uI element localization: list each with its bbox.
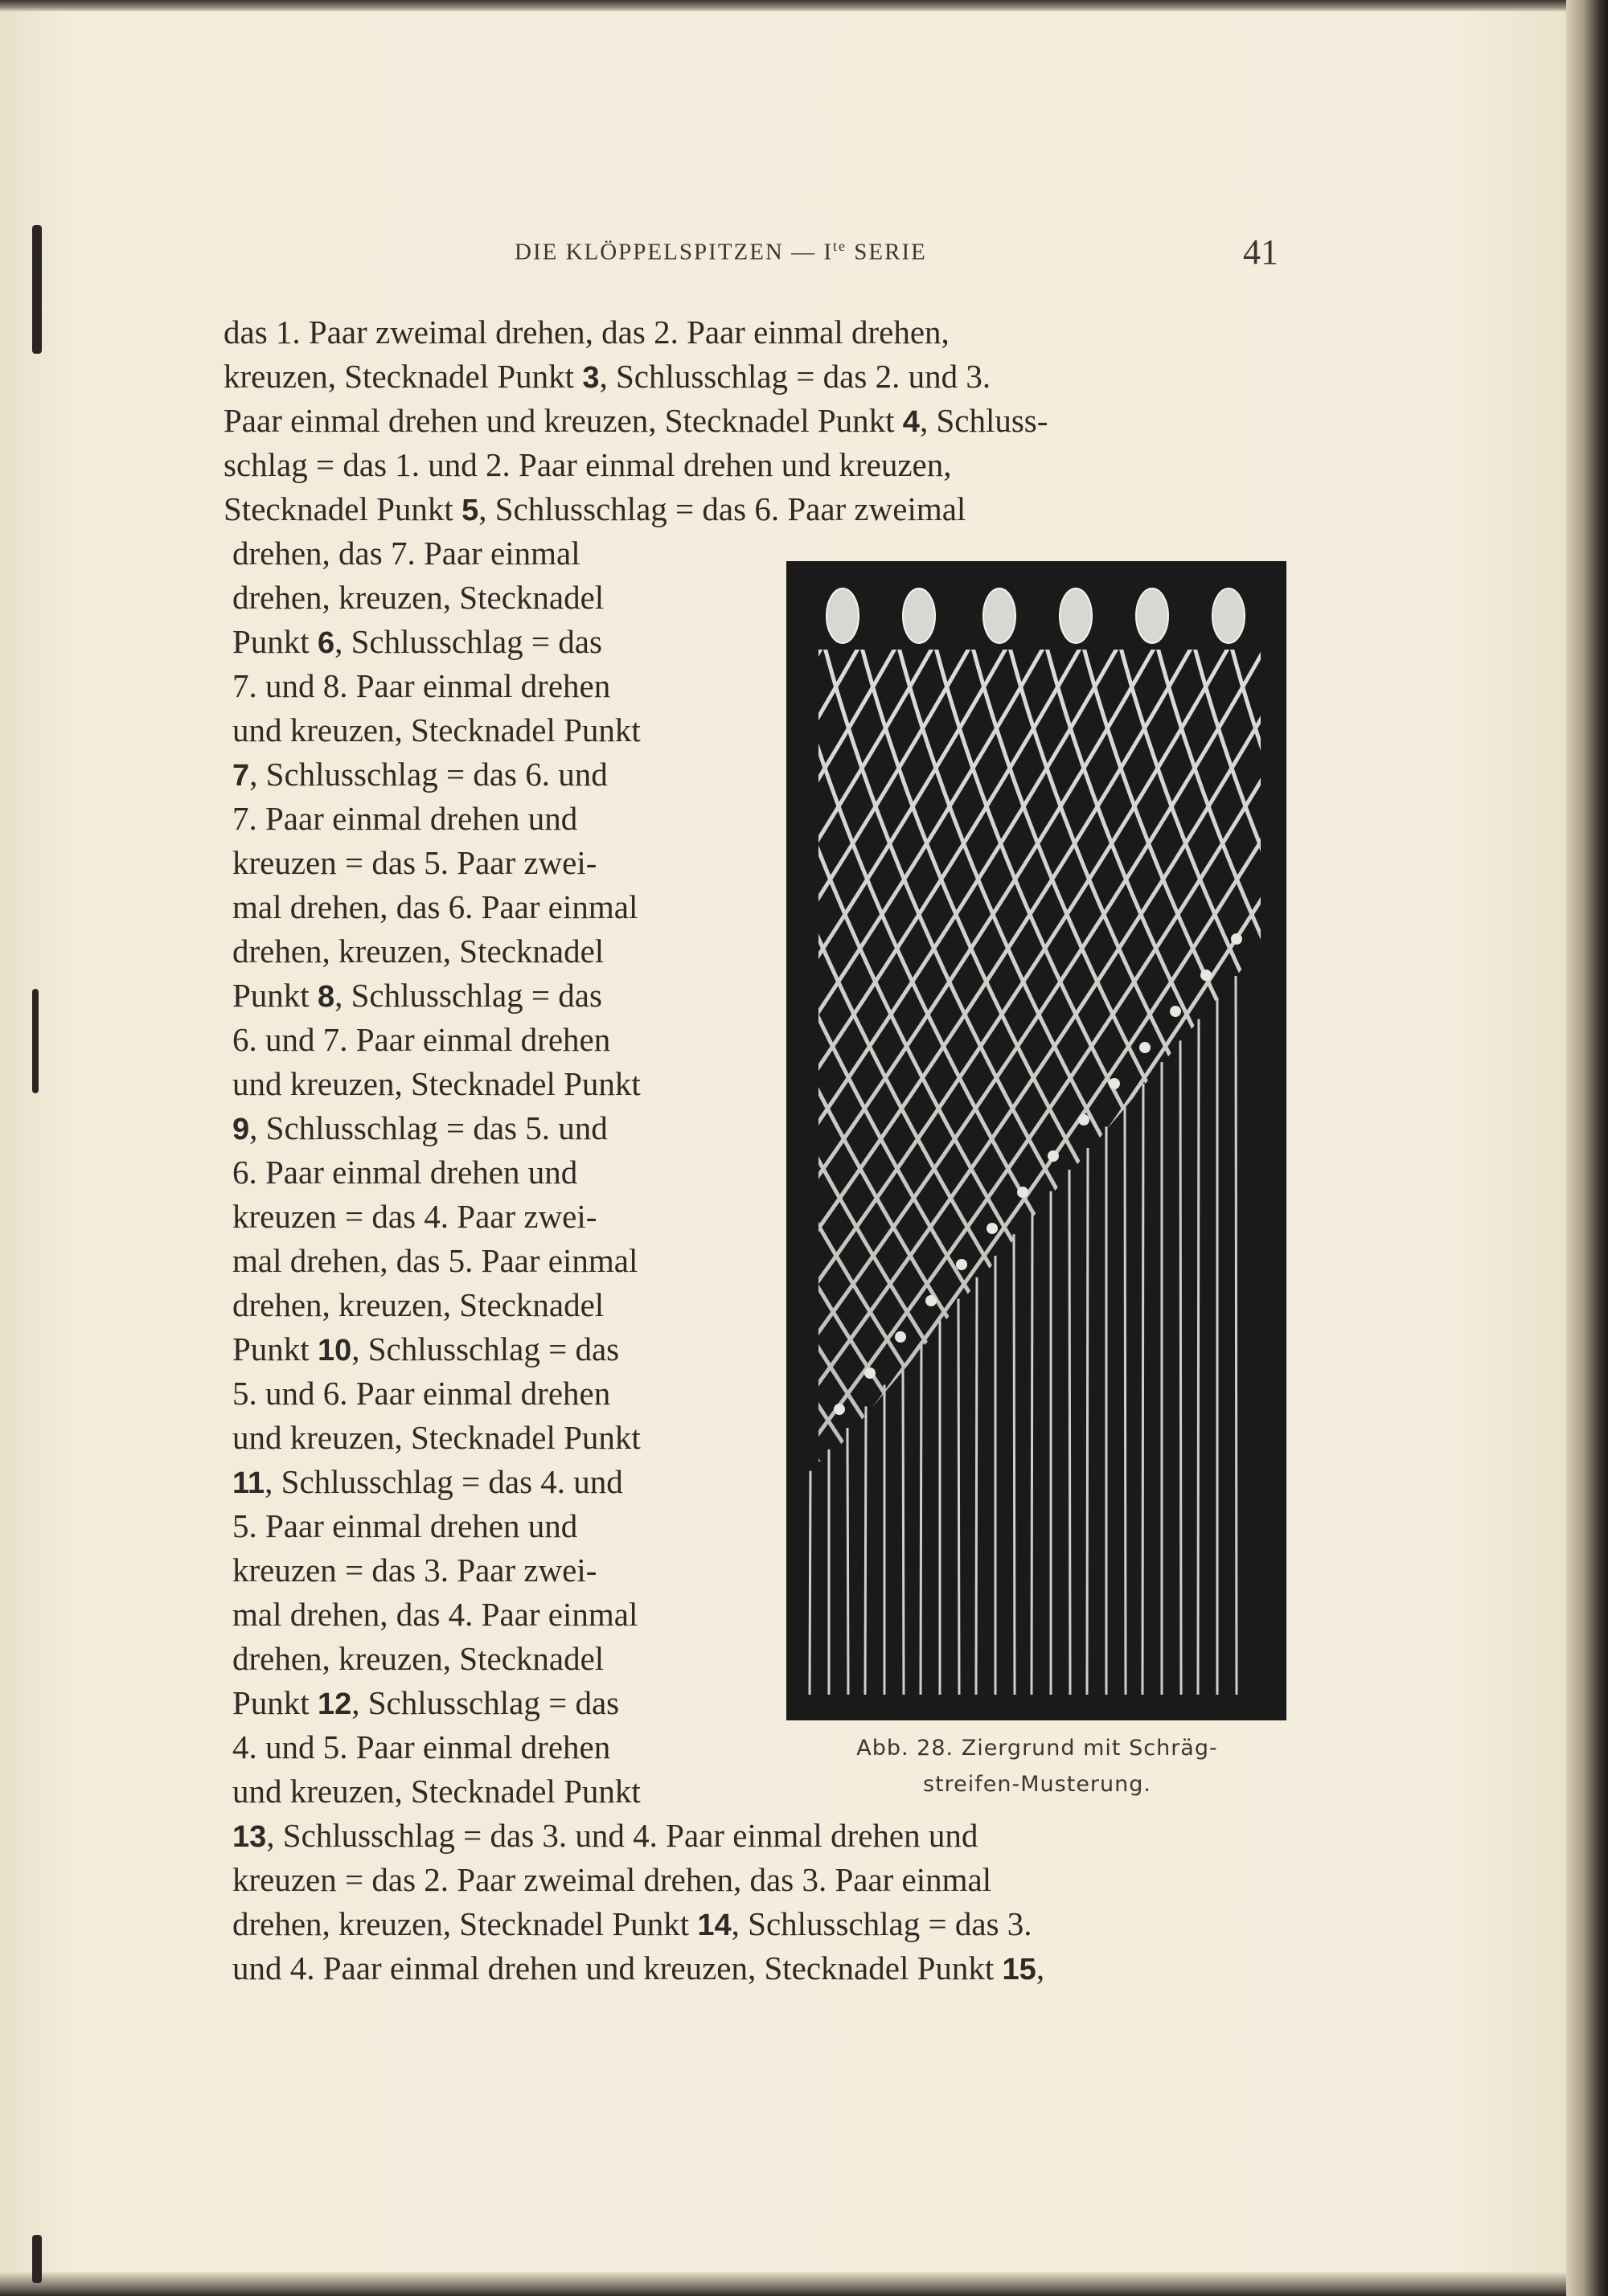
text-span: , Schlusschlag = das 4. und <box>265 1463 623 1500</box>
running-title-end: SERIE <box>854 239 927 265</box>
lace-stroke <box>958 1299 959 1695</box>
text-line <box>232 1902 1294 1946</box>
lace-stroke <box>1119 642 1286 1486</box>
text-span: , Schlusschlag = das <box>351 1684 620 1721</box>
figure-caption <box>780 1730 1294 1802</box>
text-line <box>232 841 757 885</box>
point-number: 8 <box>317 980 335 1014</box>
text-span: kreuzen = das 5. Paar zwei- <box>232 844 597 881</box>
text-line <box>232 664 757 708</box>
text-span: 5. und 6. Paar einmal drehen <box>232 1375 611 1412</box>
point-number: 4 <box>902 405 920 439</box>
binding-mark <box>32 989 39 1093</box>
text-span: , <box>1036 1950 1045 1986</box>
text-line <box>224 443 1285 487</box>
lace-stroke <box>1156 642 1286 1486</box>
point-number: 9 <box>232 1113 250 1146</box>
lace-stroke <box>834 1404 845 1415</box>
point-number: 5 <box>461 494 479 527</box>
text-span: 6. und 7. Paar einmal drehen <box>232 1021 611 1058</box>
lace-stroke <box>827 588 859 643</box>
text-line <box>232 1725 757 1769</box>
text-span: und kreuzen, Stecknadel Punkt <box>232 711 641 748</box>
point-number: 15 <box>1002 1953 1036 1986</box>
text-span: mal drehen, das 4. Paar einmal <box>232 1596 638 1633</box>
lace-stroke <box>1212 588 1245 643</box>
text-span: und kreuzen, Stecknadel Punkt <box>232 1773 641 1810</box>
lace-stroke <box>1109 1078 1120 1089</box>
lace-stroke <box>1180 1040 1181 1695</box>
text-span: drehen, kreuzen, Stecknadel <box>232 1640 605 1677</box>
text-span: und kreuzen, Stecknadel Punkt <box>232 1065 641 1102</box>
text-span: kreuzen = das 3. Paar zwei- <box>232 1552 597 1589</box>
text-line <box>232 531 757 576</box>
lace-stroke <box>956 1259 967 1270</box>
text-line <box>232 1814 1294 1858</box>
running-title: DIE KLÖPPELSPITZEN — I <box>515 239 834 265</box>
text-span: 6. Paar einmal drehen und <box>232 1154 578 1191</box>
text-line <box>232 1195 757 1239</box>
text-line <box>232 885 757 929</box>
lace-stroke <box>925 1295 937 1306</box>
lace-stroke <box>1136 588 1168 643</box>
text-span: mal drehen, das 5. Paar einmal <box>232 1242 638 1279</box>
lace-stroke <box>903 1363 904 1695</box>
lace-stroke <box>983 588 1015 643</box>
text-span: Punkt <box>232 1330 310 1367</box>
text-span: kreuzen = das 2. Paar zweimal drehen, das 3. Paar einmal <box>232 1861 992 1898</box>
lace-stroke <box>1139 1042 1151 1053</box>
lace-stroke <box>1230 642 1286 1486</box>
text-span: kreuzen = das 4. Paar zwei- <box>232 1198 597 1235</box>
lace-stroke <box>1078 1114 1089 1125</box>
point-number: 13 <box>232 1820 267 1854</box>
text-span: , Schluss- <box>919 402 1048 439</box>
text-span: drehen, kreuzen, Stecknadel <box>232 579 605 616</box>
page-number: 41 <box>1243 232 1278 272</box>
lace-stroke <box>786 642 909 1486</box>
lace-illustration <box>786 561 1286 1720</box>
text-span: Paar einmal drehen und kreuzen, Stecknadel Punkt <box>224 402 895 439</box>
lace-stroke <box>1048 1150 1059 1162</box>
text-span: Punkt <box>232 1684 310 1721</box>
text-span: schlag = das 1. und 2. Paar einmal drehen und kreuzen, <box>224 446 952 483</box>
text-span: 7. Paar einmal drehen und <box>232 800 578 837</box>
lace-stroke <box>864 1367 876 1379</box>
text-line <box>224 399 1285 443</box>
lace-stroke <box>976 1277 977 1695</box>
text-line <box>232 1504 757 1548</box>
text-span: 5. Paar einmal drehen und <box>232 1507 578 1544</box>
text-span: und kreuzen, Stecknadel Punkt <box>232 1419 641 1456</box>
text-span: das 1. Paar zweimal drehen, das 2. Paar einmal drehen, <box>224 314 950 351</box>
text-line <box>232 1416 757 1460</box>
lace-stroke <box>1087 1148 1088 1695</box>
text-line <box>232 576 757 620</box>
text-span: , Schlusschlag = das 6. und <box>249 756 608 793</box>
text-span: , Schlusschlag = das 2. und 3. <box>599 358 991 395</box>
lace-stroke <box>895 1331 906 1343</box>
lace-stroke <box>987 1223 998 1234</box>
text-span: drehen, das 7. Paar einmal <box>232 535 580 572</box>
lace-stroke <box>1125 1105 1126 1695</box>
point-number: 7 <box>232 759 250 793</box>
text-line <box>232 974 757 1018</box>
text-span: und 4. Paar einmal drehen und kreuzen, Stecknadel Punkt <box>232 1950 995 1986</box>
text-span: 7. und 8. Paar einmal drehen <box>232 667 611 704</box>
text-span: mal drehen, das 6. Paar einmal <box>232 888 638 925</box>
text-span: 4. und 5. Paar einmal drehen <box>232 1728 611 1765</box>
text-line <box>224 487 1285 531</box>
point-number: 12 <box>317 1687 352 1721</box>
lace-stroke <box>1082 642 1286 1486</box>
text-line <box>232 1018 757 1062</box>
lace-stroke <box>1193 642 1286 1486</box>
text-span: , Schlusschlag = das 6. Paar zweimal <box>478 490 966 527</box>
point-number: 6 <box>317 626 335 660</box>
text-line <box>232 620 757 664</box>
text-line <box>224 310 1285 355</box>
text-line <box>232 1769 757 1814</box>
lace-stroke <box>1267 642 1286 1486</box>
text-line <box>232 1548 757 1593</box>
lace-stroke <box>1231 933 1242 945</box>
binding-mark <box>32 2235 42 2283</box>
text-line <box>232 1946 1294 1991</box>
text-line <box>232 708 757 752</box>
point-number: 14 <box>697 1909 732 1942</box>
lace-stroke <box>1069 1170 1070 1695</box>
text-line <box>224 355 1285 399</box>
text-span: Punkt <box>232 977 310 1014</box>
text-span: , Schlusschlag = das 5. und <box>249 1109 608 1146</box>
lace-stroke <box>1261 642 1286 1486</box>
lace-stroke <box>1014 1234 1015 1695</box>
text-line <box>232 1858 1294 1902</box>
text-line <box>232 1150 757 1195</box>
text-line <box>232 1106 757 1150</box>
text-span: drehen, kreuzen, Stecknadel Punkt <box>232 1905 690 1942</box>
page-bottom-edge <box>0 2272 1608 2296</box>
binding-mark <box>32 225 42 354</box>
text-span: , Schlusschlag = das 3. <box>731 1905 1032 1942</box>
lace-stroke <box>865 1406 866 1695</box>
lace-stroke <box>1200 970 1212 981</box>
lace-stroke <box>1236 976 1237 1695</box>
text-span: , Schlusschlag = das 3. und 4. Paar einmal drehen und <box>266 1817 978 1854</box>
point-number: 10 <box>317 1334 352 1367</box>
lace-stroke <box>786 642 798 1486</box>
lace-stroke <box>971 642 1286 1486</box>
running-head <box>515 238 927 266</box>
text-span: drehen, kreuzen, Stecknadel <box>232 1286 605 1323</box>
page-top-edge <box>0 0 1608 11</box>
point-number: 3 <box>582 361 600 395</box>
text-span: , Schlusschlag = das <box>334 623 602 660</box>
text-line <box>232 1637 757 1681</box>
lace-stroke <box>1142 1084 1143 1695</box>
text-line <box>232 752 757 797</box>
lace-stroke <box>1170 1006 1181 1017</box>
text-line <box>232 1593 757 1637</box>
lace-stroke <box>1017 1187 1028 1198</box>
lace-stroke <box>1198 1019 1199 1695</box>
lace-stroke <box>786 642 788 1486</box>
text-line <box>232 1062 757 1106</box>
lace-stroke <box>903 588 935 643</box>
lace-photograph <box>786 561 1286 1720</box>
lace-stroke <box>1060 588 1092 643</box>
text-line <box>232 1239 757 1283</box>
text-line <box>232 929 757 974</box>
book-fore-edge <box>1566 0 1608 2296</box>
text-line <box>232 1371 757 1416</box>
text-span: , Schlusschlag = das <box>334 977 602 1014</box>
text-line <box>232 1327 757 1371</box>
text-line <box>232 1460 757 1504</box>
text-span: Punkt <box>232 623 310 660</box>
text-line <box>232 797 757 841</box>
text-span: , Schlusschlag = das <box>351 1330 620 1367</box>
running-title-superscript: te <box>833 238 847 254</box>
caption-line: Abb. 28. Ziergrund mit Schräg- <box>856 1736 1218 1761</box>
text-span: Stecknadel Punkt <box>224 490 453 527</box>
text-line <box>232 1283 757 1327</box>
text-line <box>232 1681 757 1725</box>
lace-stroke <box>897 642 1286 1486</box>
text-span: kreuzen, Stecknadel Punkt <box>224 358 575 395</box>
lace-stroke <box>847 1428 848 1695</box>
point-number: 11 <box>232 1466 265 1500</box>
text-span: drehen, kreuzen, Stecknadel <box>232 933 605 970</box>
caption-line: streifen-Musterung. <box>923 1772 1151 1797</box>
